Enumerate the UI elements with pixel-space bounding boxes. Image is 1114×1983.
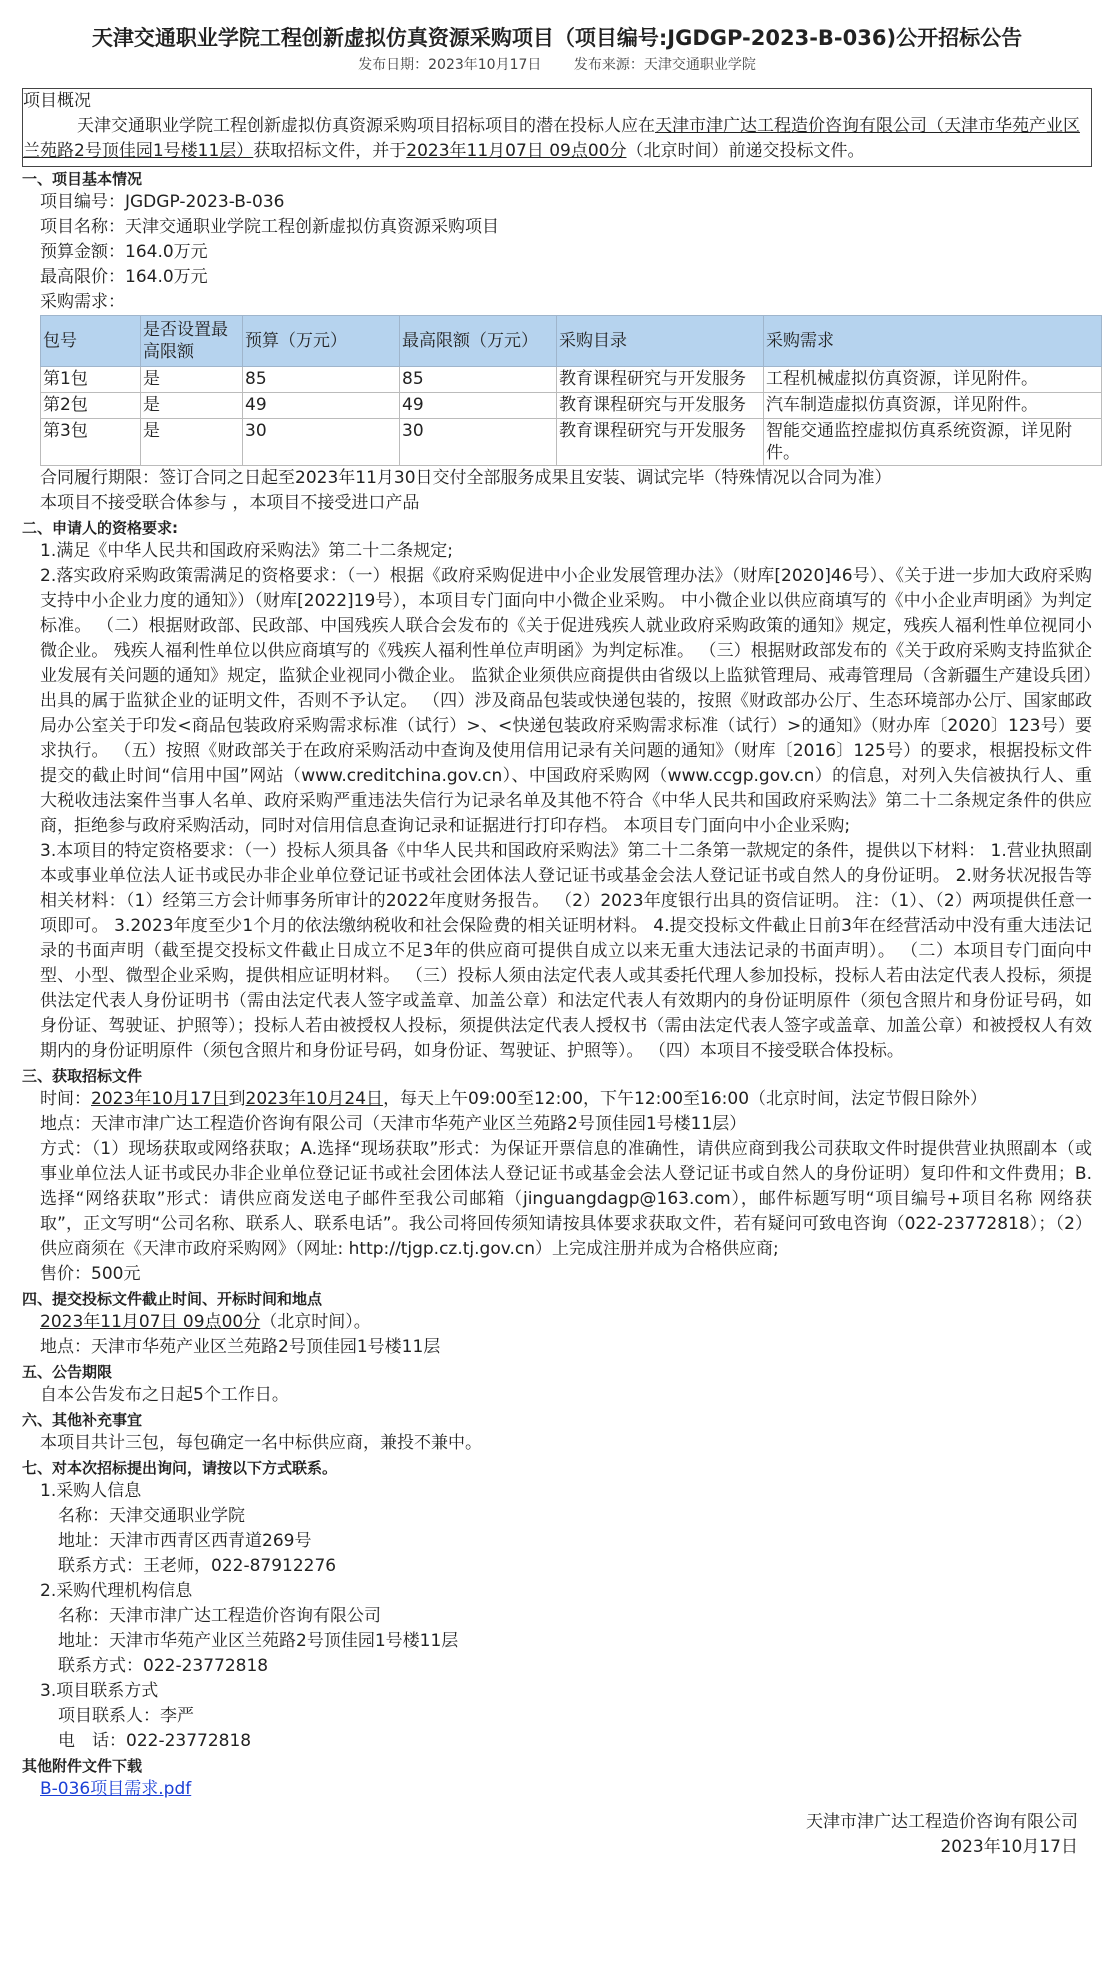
agent-contact: 联系方式：022-23772818 [58,1656,269,1676]
project-name: 项目名称：天津交通职业学院工程创新虚拟仿真资源采购项目 [40,217,499,237]
table-row [41,419,1102,466]
col-budget: 预算（万元） [243,316,400,367]
budget-amount: 预算金额：164.0万元 [40,242,208,262]
table-cell: 第1包 [41,367,141,393]
table-cell: 第3包 [41,419,141,466]
page-title: 天津交通职业学院工程创新虚拟仿真资源采购项目（项目编号:JGDGP-2023-B-036)公开招标公告 [91,26,1023,50]
procurement-table [40,315,1102,466]
deadline-info [22,1310,1092,1360]
section-heading-deadline: 四、提交投标文件截止时间、开标时间和地点 [22,1290,323,1308]
obtain-method: 方式：（1）现场获取或网络获取；A.选择“现场获取”形式：为保证开票信息的准确性，请供应商到我公司获取文件时提供营业执照副本（或事业单位法人证书或民办非企业单位登记证书或社会团体法人登记证书或基金会法人登记证书或自然人的身份证明）复印件和文件费用；B.选择“网络获取”形式：请供应商发送电子邮件至我公司邮箱（jinguangdagp@163.com），邮件标题写明“项目编号+项目名称 网络获取”，正文写明“公司名称、联系人、联系电话”。我公司将回传须知请按具体要求获取文件，若有疑问可致电咨询（022-23772818）；（2）供应商须在《天津市政府采购网》（网址: http://tjgp.cz.tj.gov.cn）上完成注册并成为合格供应商; [40,1139,1092,1259]
agent-address: 地址：天津市华苑产业区兰苑路2号顶佳园1号楼11层 [58,1631,459,1651]
section-heading-period: 五、公告期限 [22,1363,113,1381]
project-contact-person: 项目联系人：李严 [58,1706,194,1726]
table-cell: 第2包 [41,393,141,419]
table-cell: 智能交通监控虚拟仿真系统资源，详见附件。 [764,419,1102,466]
time-end: 2023年10月24日 [245,1089,384,1109]
section-heading-contact: 七、对本次招标提出询问，请按以下方式联系。 [22,1459,338,1477]
table-header-row [41,316,1102,367]
publish-date: 发布日期：2023年10月17日 [358,57,542,73]
agent-info [40,1604,1092,1679]
buyer-address: 地址：天津市西青区西青道269号 [58,1531,312,1551]
table-cell: 工程机械虚拟仿真资源，详见附件。 [764,367,1102,393]
table-cell: 85 [400,367,557,393]
section-heading-other: 六、其他补充事宜 [22,1411,143,1429]
table-cell: 教育课程研究与开发服务 [557,393,764,419]
table-cell: 85 [243,367,400,393]
table-cell: 30 [243,419,400,466]
col-package: 包号 [41,316,141,367]
buyer-title: 1.采购人信息 [40,1481,142,1501]
qualification-3: 3.本项目的特定资格要求：（一）投标人须具备《中华人民共和国政府采购法》第二十二条第一款规定的条件，提供以下材料： 1.营业执照副本或事业单位法人证书或民办非企业单位登记证书或社会团体法人登记证书或基金会法人登记证书或自然人的身份证明。 2.财务状况报告等相关材料：（1）经第三方会计师事务所审计的2022年度财务报告。 （2）2023年度银行出具的资信证明。 注：（1）、（2）两项提供任意一项即可。 3.2023年度至少1个月的依法缴纳税收和社会保险费的相关证明材料。 4.提交投标文件截止日前3年在经营活动中没有重大违法记录的书面声明（截至提交投标文件截止日成立不足3年的供应商可提供自成立以来无重大违法记录的书面声明）。 （二）本项目专门面向中型、小型、微型企业采购，提供相应证明材料。 （三）投标人须由法定代表人或其委托代理人参加投标，投标人若由法定代表人投标，须提供法定代表人身份证明书（需由法定代表人签字或盖章、加盖公章）和法定代表人有效期内的身份证明原件（须包含照片和身份证号码，如身份证、驾驶证、护照等）；投标人若由被授权人投标，须提供法定代表人授权书（需由法定代表人签字或盖章、加盖公章）和被授权人有效期内的身份证明原件（须包含照片和身份证号码，如身份证、驾驶证、护照等）。 （四）本项目不接受联合体投标。 [40,841,1092,1061]
section-heading-basic: 一、项目基本情况 [22,170,143,188]
max-price: 最高限价：164.0万元 [40,267,208,287]
table-cell: 是 [141,419,243,466]
table-cell: 是 [141,393,243,419]
table-cell: 汽车制造虚拟仿真资源，详见附件。 [764,393,1102,419]
publish-source: 发布来源：天津交通职业学院 [573,57,756,73]
contact-info [22,1479,1092,1754]
table-cell: 49 [243,393,400,419]
project-contact-info [40,1704,1092,1754]
col-requirement: 采购需求 [764,316,1102,367]
qualification-2: 2.落实政府采购政策需满足的资格要求：（一）根据《政府采购促进中小企业发展管理办法》（财库[2020]46号）、《关于进一步加大政府采购支持中小企业力度的通知》）（财库[2022]19号），本项目专门面向中小微企业采购。 中小微企业以供应商填写的《中小企业声明函》为判定标准。 （二）根据财政部、民政部、中国残疾人联合会发布的《关于促进残疾人就业政府采购政策的通知》规定，残疾人福利性单位视同小微企业。 残疾人福利性单位以供应商填写的《残疾人福利性单位声明函》为判定标准。 （三）根据财政部发布的《关于政府采购支持监狱企业发展有关问题的通知》规定，监狱企业视同小微企业。 监狱企业须供应商提供由省级以上监狱管理局、戒毒管理局（含新疆生产建设兵团）出具的属于监狱企业的证明文件，否则不予认定。 （四）涉及商品包装或快递包装的，按照《财政部办公厅、生态环境部办公厅、国家邮政局办公室关于印发<商品包装政府采购需求标准（试行）>、<快递包装政府采购需求标准（试行）>的通知》（财办库〔2020〕123号）要求执行。 （五）按照《财政部关于在政府采购活动中查询及使用信用记录有关问题的通知》（财库〔2016〕125号）的要求，根据投标文件提交的截止时间“信用中国”网站（www.creditchina.gov.cn）、中国政府采购网（www.ccgp.gov.cn）的信息，对列入失信被执行人、重大税收违法案件当事人名单、政府采购严重违法失信行为记录名单及其他不符合《中华人民共和国政府采购法》第二十二条规定条件的供应商，拒绝参与政府采购活动，同时对信用信息查询记录和证据进行打印存档。 本项目专门面向中小企业采购; [40,566,1092,836]
section-heading-obtain-docs: 三、获取招标文件 [22,1067,143,1085]
col-catalog: 采购目录 [557,316,764,367]
overview-text: 天津交通职业学院工程创新虚拟仿真资源采购项目招标项目的潜在投标人应在天津市津广达工程造价咨询有限公司（天津市华苑产业区兰苑路2号顶佳园1号楼11层）获取招标文件，并于2023年11月07日 09点00分（北京时间）前递交投标文件。 [23,116,1080,161]
project-overview-box [22,88,1092,167]
agent-name: 名称：天津市津广达工程造价咨询有限公司 [58,1606,381,1626]
obtain-place: 地点：天津市津广达工程造价咨询有限公司（天津市华苑产业区兰苑路2号顶佳园1号楼11层） [40,1114,747,1134]
buyer-name: 名称：天津交通职业学院 [58,1506,245,1526]
contract-period: 合同履行期限：签订合同之日起至2023年11月30日交付全部服务成果且安装、调试完毕（特殊情况以合同为准） [40,468,892,488]
procurement-needs-label: 采购需求： [40,292,125,312]
col-max-limit: 最高限额（万元） [400,316,557,367]
attachment-list [22,1777,1092,1802]
consortium-note: 本项目不接受联合体参与 ，本项目不接受进口产品 [40,493,420,513]
table-cell: 30 [400,419,557,466]
attachments-heading: 其他附件文件下载 [22,1757,143,1775]
table-row [41,393,1102,419]
qualifications [22,539,1092,1064]
table-cell: 教育课程研究与开发服务 [557,367,764,393]
table-cell: 49 [400,393,557,419]
basic-info [22,190,1092,315]
publish-meta [22,54,1092,76]
project-contact-title: 3.项目联系方式 [40,1681,159,1701]
signature-date: 2023年10月17日 [940,1837,1078,1857]
announcement-period: 自本公告发布之日起5个工作日。 [40,1385,289,1405]
contract-info [22,466,1092,516]
obtain-docs [22,1087,1092,1287]
attachment-link[interactable]: B-036项目需求.pdf [40,1779,192,1799]
time-start: 2023年10月17日 [91,1089,229,1109]
buyer-contact: 联系方式：王老师，022-87912276 [58,1556,337,1576]
announcement-page [22,22,1092,1862]
obtain-time: 时间：2023年10月17日到2023年10月24日，每天上午09:00至12:00，下午12:00至16:00（北京时间，法定节假日除外） [40,1089,988,1109]
deadline-line: 2023年11月07日 09点00分（北京时间）。 [40,1312,371,1332]
table-cell: 是 [141,367,243,393]
buyer-info [40,1504,1092,1579]
signature-org: 天津市津广达工程造价咨询有限公司 [806,1812,1078,1832]
table-cell: 教育课程研究与开发服务 [557,419,764,466]
signature-block [22,1802,1092,1862]
deadline-time: 2023年11月07日 09点00分 [40,1312,261,1332]
deadline-underline: 2023年11月07日 09点00分 [406,141,627,161]
project-contact-phone: 电 话：022-23772818 [58,1731,252,1751]
qualification-1: 1.满足《中华人民共和国政府采购法》第二十二条规定; [40,541,453,561]
other-matters: 本项目共计三包，每包确定一名中标供应商，兼投不兼中。 [40,1433,482,1453]
overview-heading: 项目概况 [23,91,91,111]
agent-title: 2.采购代理机构信息 [40,1581,193,1601]
col-has-limit: 是否设置最高限额 [141,316,243,367]
project-number: 项目编号：JGDGP-2023-B-036 [40,192,285,212]
agency-address-link: 天津市津广达工程造价咨询有限公司（天津市华苑产业区兰苑路2号顶佳园1号楼11层） [23,116,1080,161]
section-heading-qualifications: 二、申请人的资格要求: [22,519,178,537]
table-row [41,367,1102,393]
doc-price: 售价：500元 [40,1264,141,1284]
bid-place: 地点：天津市华苑产业区兰苑路2号顶佳园1号楼11层 [40,1337,441,1357]
